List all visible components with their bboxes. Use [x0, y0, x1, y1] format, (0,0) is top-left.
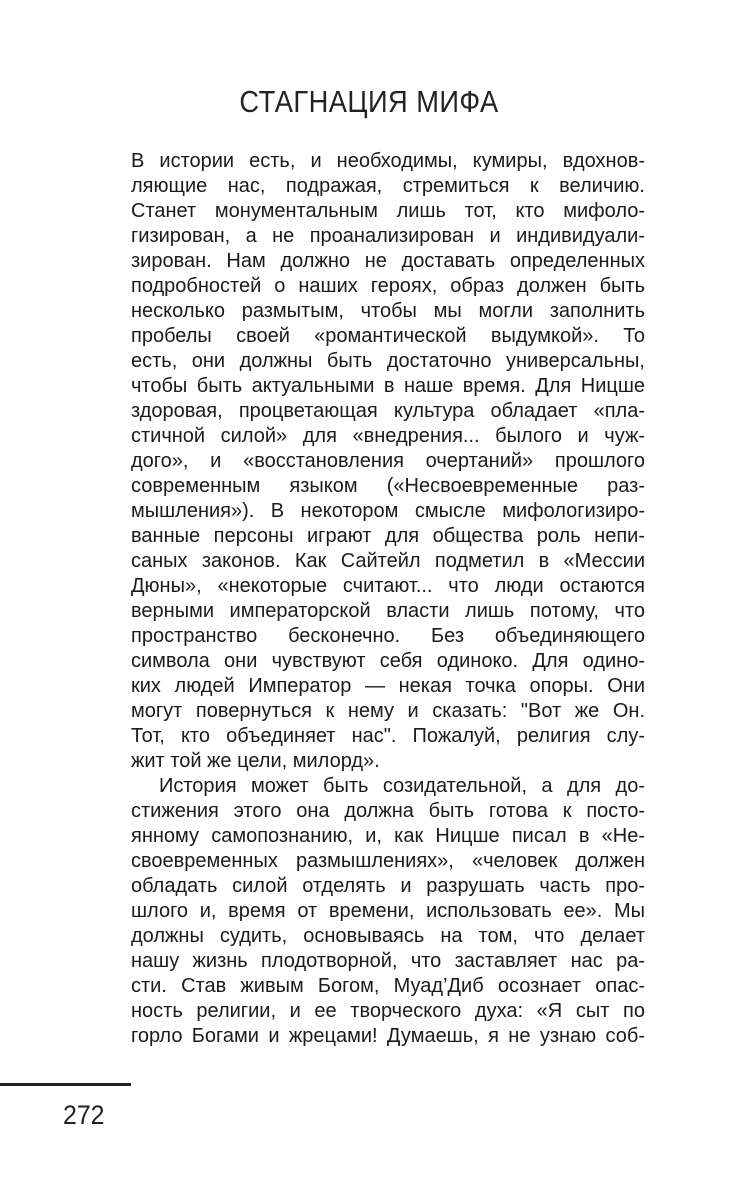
text-line: пространство бесконечно. Без объединяющего — [131, 625, 645, 647]
text-line: ляющие нас, подражая, стремиться к величию. — [131, 175, 645, 197]
text-line: мышления»). В некотором смысле мифологизиро- — [131, 500, 645, 522]
paragraph-start-line: История может быть созидательной, а для до- — [159, 775, 645, 797]
footer-rule — [0, 1083, 131, 1086]
text-line: стижения этого она должна быть готова к посто- — [131, 800, 645, 822]
text-line: верными императорской власти лишь потому, что — [131, 600, 645, 622]
text-line: чтобы быть актуальными в наше время. Для Ницше — [131, 375, 645, 397]
text-line: Дюны», «некоторые считают... что люди остаются — [131, 575, 645, 597]
text-line: обладать силой отделять и разрушать часть про- — [131, 875, 645, 897]
text-line: могут повернуться к нему и сказать: "Вот же Он. — [131, 700, 645, 722]
text-line: пробелы своей «романтической выдумкой». То — [131, 325, 645, 347]
text-line: В истории есть, и необходимы, кумиры, вдохнов- — [131, 150, 645, 172]
text-line: своевременных размышлениях», «человек должен — [131, 850, 645, 872]
text-line: несколько размытым, чтобы мы могли заполнить — [131, 300, 645, 322]
running-title: СТАГНАЦИЯ МИФА — [239, 84, 499, 119]
text-line: есть, они должны быть достаточно универсальны, — [131, 350, 645, 372]
text-line: ванные персоны играют для общества роль непи- — [131, 525, 645, 547]
text-line: зирован. Нам должно не доставать определенных — [131, 250, 645, 272]
text-line: саных законов. Как Сайтейл подметил в «Мессии — [131, 550, 645, 572]
text-line: нашу жизнь плодотворной, что заставляет нас ра- — [131, 950, 645, 972]
text-line: горло Богами и жрецами! Думаешь, я не узнаю соб- — [131, 1025, 645, 1047]
text-line: жит той же цели, милорд». — [131, 750, 380, 772]
text-line: здоровая, процветающая культура обладает «пла- — [131, 400, 645, 422]
text-line: янному самопознанию, и, как Ницше писал в «Не- — [131, 825, 645, 847]
text-line: подробностей о наших героях, образ должен быть — [131, 275, 645, 297]
text-line: современным языком («Несвоевременные раз- — [131, 475, 645, 497]
text-line: ких людей Император — некая точка опоры. Они — [131, 675, 645, 697]
text-line: стичной силой» для «внедрения... былого и чуж- — [131, 425, 645, 447]
text-line: Тот, кто объединяет нас". Пожалуй, религия слу- — [131, 725, 645, 747]
text-line: сти. Став живым Богом, Муад’Диб осознает опас- — [131, 975, 645, 997]
text-line: символа они чувствуют себя одиноко. Для одино- — [131, 650, 645, 672]
page-number: 272 — [63, 1100, 105, 1130]
text-line: дого», и «восстановления очертаний» прошлого — [131, 450, 645, 472]
body-text — [131, 149, 645, 1049]
text-line: шлого и, время от времени, использовать ее». Мы — [131, 900, 645, 922]
text-line: Станет монументальным лишь тот, кто мифоло- — [131, 200, 645, 222]
text-line: должны судить, основываясь на том, что делает — [131, 925, 645, 947]
text-line: гизирован, а не проанализирован и индивидуали- — [131, 225, 645, 247]
text-line: ность религии, и ее творческого духа: «Я сыт по — [131, 1000, 645, 1022]
